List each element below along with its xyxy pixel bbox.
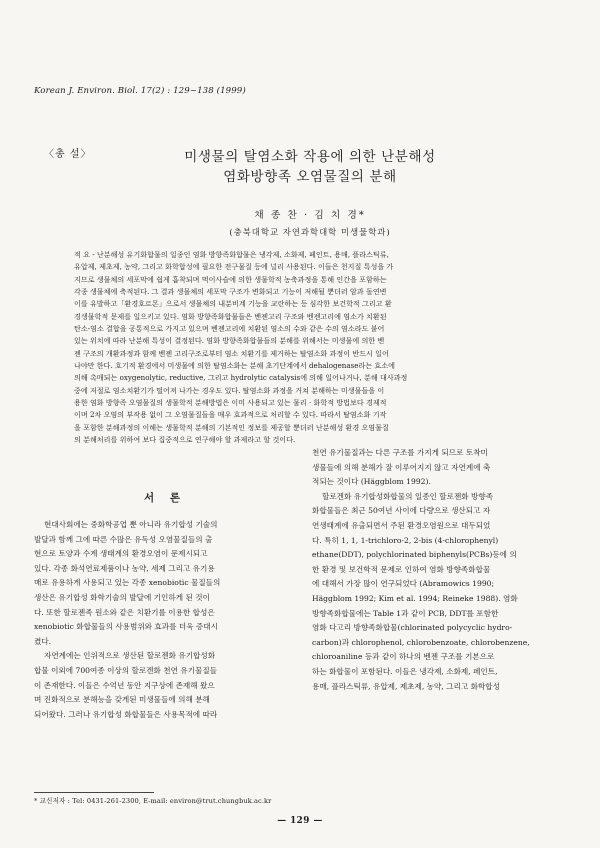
author-affiliation: (충북대학교 자연과학대학 미생물학과) <box>229 227 391 237</box>
abstract-line: 의해 촉매되는 oxygenolytic, reductive, 그리고 hydrolytic catalysis에 의해 일어나거나, 분해 대사과정 <box>74 373 408 383</box>
body-text-line: 되어왔다. 그러나 유기합성 화합물들은 사용목적에 따라 <box>34 709 218 719</box>
body-text-line: 천연 유기물질과는 다른 구조를 가지게 되므로 토착미 <box>312 448 488 457</box>
abstract-line: 있는 위치에 따라 난분해 특성이 결정된다. 염화 방향족화합물들의 분해를 위해서는 미생물에 의한 벤 <box>74 336 385 346</box>
body-text-line: 다. 특히 1, 1, 1-trichloro-2, 2-bis (4-chlorophenyl) <box>312 535 499 545</box>
abstract-line: 의 분해처리를 위하여 보다 집중적으로 연구해야 할 과제라고 할 것이다. <box>74 435 296 445</box>
body-text-line: xenobiotic 화합물들의 사용범위와 효과를 더욱 증대시 <box>34 622 218 632</box>
body-text-line: 발달과 함께 그에 따른 수많은 유독성 오염물질들의 출 <box>34 534 213 544</box>
body-text-line: chloroaniline 등과 같이 하나의 벤젠 구조를 기본으로 <box>312 652 495 662</box>
article-title-line-1: 미생물의 탈염소화 작용에 의한 난분해성 <box>184 149 436 165</box>
body-text-line: 방향족화합물에는 Table 1과 같이 PCB, DDT를 포함한 <box>312 608 499 618</box>
section-heading-introduction: 서 론 <box>144 492 186 504</box>
abstract-block <box>74 249 530 447</box>
body-text-line: 적되는 것이다 (Häggblom 1992). <box>312 477 431 487</box>
body-text-line: 자연계에는 인위적으로 생산된 할로젠화 유기합성화 <box>44 651 216 661</box>
body-text-line: 매로 유용하게 사용되고 있는 각종 xenobiotic 물질들의 <box>34 578 221 588</box>
body-text-line: 염화 다고리 방향족화합물(chlorinated polycyclic hydro- <box>312 623 513 633</box>
body-text-line: carbon)과 chlorophenol, chlorobenzoate, chlorobenzene, <box>312 637 530 647</box>
abstract-line: 적 요 - 난분해성 유기화합물의 일종인 염화 방향족화합물은 냉각제, 소화제, 페인트, 용매, 플라스틱류, <box>74 250 389 259</box>
body-text-line: 용매, 플라스틱류, 유압제, 제초제, 농약, 그리고 화학합성 <box>312 681 500 691</box>
corresponding-author-footnote: * 교신저자 : Tel: 0431-261-2300, E-mail: environ@trut.chungbuk.ac.kr <box>34 797 272 805</box>
body-text-line: 할로겐화 유기합성화합물의 일종인 할로젠화 방향족 <box>322 491 494 501</box>
abstract-line: 각종 생물체에 축적된다. 그 결과 생물체의 세포막 구조가 변화되고 기능이 저해될 뿐더러 암과 돌연변 <box>74 287 387 297</box>
body-text-line: 현대사회에는 중화학공업 뿐 아니라 유기합성 기술의 <box>44 520 218 529</box>
body-text-line: 현으로 토양과 수계 생태계의 환경오염이 문제시되고 <box>34 549 208 559</box>
author-list: 채 종 찬 · 김 치 경* <box>254 210 366 221</box>
abstract-line: 지므로 생물체의 세포막에 쉽게 흡착되며 먹이사슬에 의한 생물학적 농축과정을 통해 인간을 포함하는 <box>74 274 387 284</box>
body-text-line: ethane(DDT), polychlorinated biphenyls(PCBs)등에 의 <box>312 550 517 560</box>
body-text-line: 생산은 유기합성 화학기술의 발달에 기인하게 된 것이 <box>34 592 210 602</box>
body-text-line: 한 환경 및 보건학적 문제로 인하여 염화 방향족화합물 <box>312 564 491 574</box>
abstract-line: 탄소-염소 결합을 공통적으로 가지고 있으며 벤젠고리에 치환된 염소의 수와 같은 수의 염소라도 붙어 <box>74 324 385 334</box>
body-text-line: 있다. 각종 화석연료제품이나 농약, 세제 그리고 유기용 <box>34 563 215 573</box>
abstract-line: 을 포함한 분해과정의 이해는 생물학적 분해의 기본적인 정보를 제공할 뿐더러 난분해성 환경 오염물질 <box>74 422 389 432</box>
body-text-line: 에 대해서 가장 많이 연구되었다 (Abramowics 1990; <box>312 579 495 589</box>
body-text-line: 화합물들은 최근 50여년 사이에 다량으로 생산되고 자 <box>312 506 491 516</box>
body-text-line: 연생태계에 유출되면서 주된 환경오염원으로 대두되었 <box>312 520 491 530</box>
page-number: — 129 — <box>277 816 323 826</box>
body-text-line: 생물들에 의해 분해가 잘 이루어지지 않고 자연계에 축 <box>312 462 491 472</box>
journal-citation: Korean J. Environ. Biol. 17(2) : 129~138 (1999) <box>34 86 246 96</box>
abstract-line: 이를 유발하고「환경호르몬」으로서 생물체의 내분비계 기능을 교란하는 등 심각한 보건학적 그리고 환 <box>74 299 392 309</box>
article-category: 〈총 설〉 <box>44 149 92 160</box>
abstract-line: 젠 구조의 개환과정과 함께 벤젠 고리구조로부터 염소 치환기를 제거하는 탈염소화 과정이 반드시 일어 <box>74 348 389 358</box>
body-text-line: 하는 화합물이 포함된다. 이들은 냉각제, 소화제, 페인트, <box>312 666 498 676</box>
abstract-line: 유압제, 제초제, 농약, 그리고 화학합성에 필요한 전구물질 등에 널리 사용된다. 이들은 천지질 특성을 가 <box>74 262 394 272</box>
abstract-line: 경생물학적 문제를 일으키고 있다. 염화 방향족화합물들은 벤젠고리 구조와 벤젠고리에 염소가 치환된 <box>74 311 387 321</box>
article-title-line-2: 염화방향족 오염물질의 분해 <box>223 169 397 185</box>
body-text-line: 며 진화적으로 분해능을 갖게된 미생물들에 의해 분해 <box>34 695 210 705</box>
body-text-line: 다. 또한 할로젠족 원소와 같은 치환기를 이용한 합성은 <box>34 607 215 617</box>
body-text-line: 켰다. <box>34 636 52 646</box>
body-text-line: 합물 이외에 700여종 이상의 할로겐화 천연 유기물질들 <box>34 665 218 675</box>
left-column-text <box>34 518 296 722</box>
right-column-text <box>312 446 574 694</box>
body-text-line: Häggblom 1992; Kim et al. 1994; Reineke 1988). 염화 <box>312 593 518 603</box>
body-text-line: 이 존재한다. 이들은 수억년 동안 지구상에 존재해 왔으 <box>34 680 215 690</box>
abstract-line: 나야만 한다. 호기적 환경에서 미생물에 의한 탈염소화는 분해 초기단계에서 dehalogenase라는 효소에 <box>74 361 395 371</box>
abstract-line: 이며 2차 오염의 부작용 없이 그 오염물질들을 매우 효과적으로 처리할 수 있다. 따라서 탈염소화 기작 <box>74 410 387 420</box>
footnote-divider <box>34 792 154 793</box>
abstract-line: 중에 저절로 염소치환기가 떨어져 나가는 경우도 있다. 탈염소화 과정을 거쳐 분해하는 미생물들을 이 <box>74 385 385 395</box>
abstract-line: 용한 염화 방향족 오염물질의 생물학적 분해방법은 이미 사용되고 있는 물리 · 화학적 방법보다 경제적 <box>74 398 387 408</box>
